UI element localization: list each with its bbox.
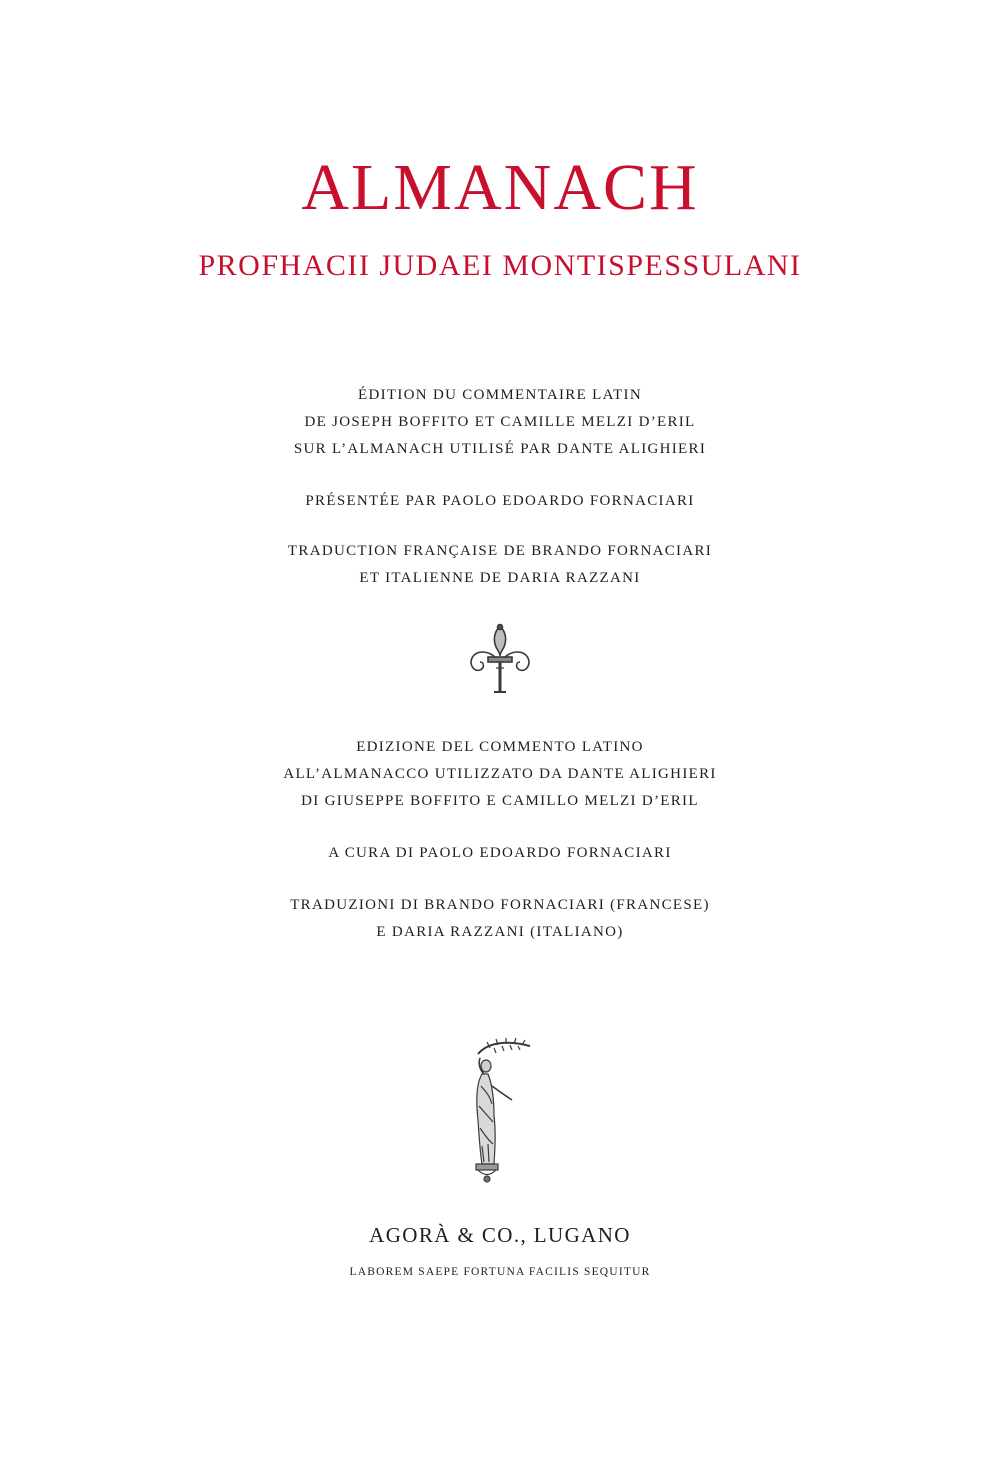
classical-statue-icon bbox=[448, 1036, 544, 1186]
italian-edition-line: DI GIUSEPPE BOFFITO E CAMILLO MELZI D’ERIL bbox=[301, 793, 699, 809]
french-presented-line: PRÉSENTÉE PAR PAOLO EDOARDO FORNACIARI bbox=[305, 493, 695, 509]
italian-edition-line: EDIZIONE DEL COMMENTO LATINO bbox=[356, 739, 644, 755]
italian-translation-line: TRADUZIONI DI BRANDO FORNACIARI (FRANCESE) bbox=[290, 897, 710, 913]
book-subtitle: PROFHACII JUDAEI MONTISPESSULANI bbox=[198, 249, 802, 282]
french-translation-line: ET ITALIENNE DE DARIA RAZZANI bbox=[359, 570, 641, 586]
french-edition-line: SUR L’ALMANACH UTILISÉ PAR DANTE ALIGHIERI bbox=[293, 441, 707, 457]
italian-curated-line: A CURA DI PAOLO EDOARDO FORNACIARI bbox=[328, 845, 672, 861]
book-title: ALMANACH bbox=[301, 151, 699, 224]
fleur-de-lis-icon bbox=[460, 620, 540, 700]
french-edition-block bbox=[0, 382, 1000, 463]
italian-translation-line: E DARIA RAZZANI (ITALIANO) bbox=[376, 924, 624, 940]
italian-edition-line: ALL’ALMANACCO UTILIZZATO DA DANTE ALIGHIERI bbox=[283, 766, 717, 782]
italian-translation-block bbox=[0, 892, 1000, 946]
french-translation-line: TRADUCTION FRANÇAISE DE BRANDO FORNACIARI bbox=[287, 543, 713, 559]
italian-edition-block bbox=[0, 734, 1000, 815]
publisher: AGORÀ & CO., LUGANO bbox=[369, 1223, 631, 1247]
french-edition-line: ÉDITION DU COMMENTAIRE LATIN bbox=[358, 387, 642, 403]
french-translation-block bbox=[0, 538, 1000, 592]
motto: LABOREM SAEPE FORTUNA FACILIS SEQUITUR bbox=[349, 1266, 651, 1278]
french-edition-line: DE JOSEPH BOFFITO ET CAMILLE MELZI D’ERIL bbox=[304, 414, 696, 430]
